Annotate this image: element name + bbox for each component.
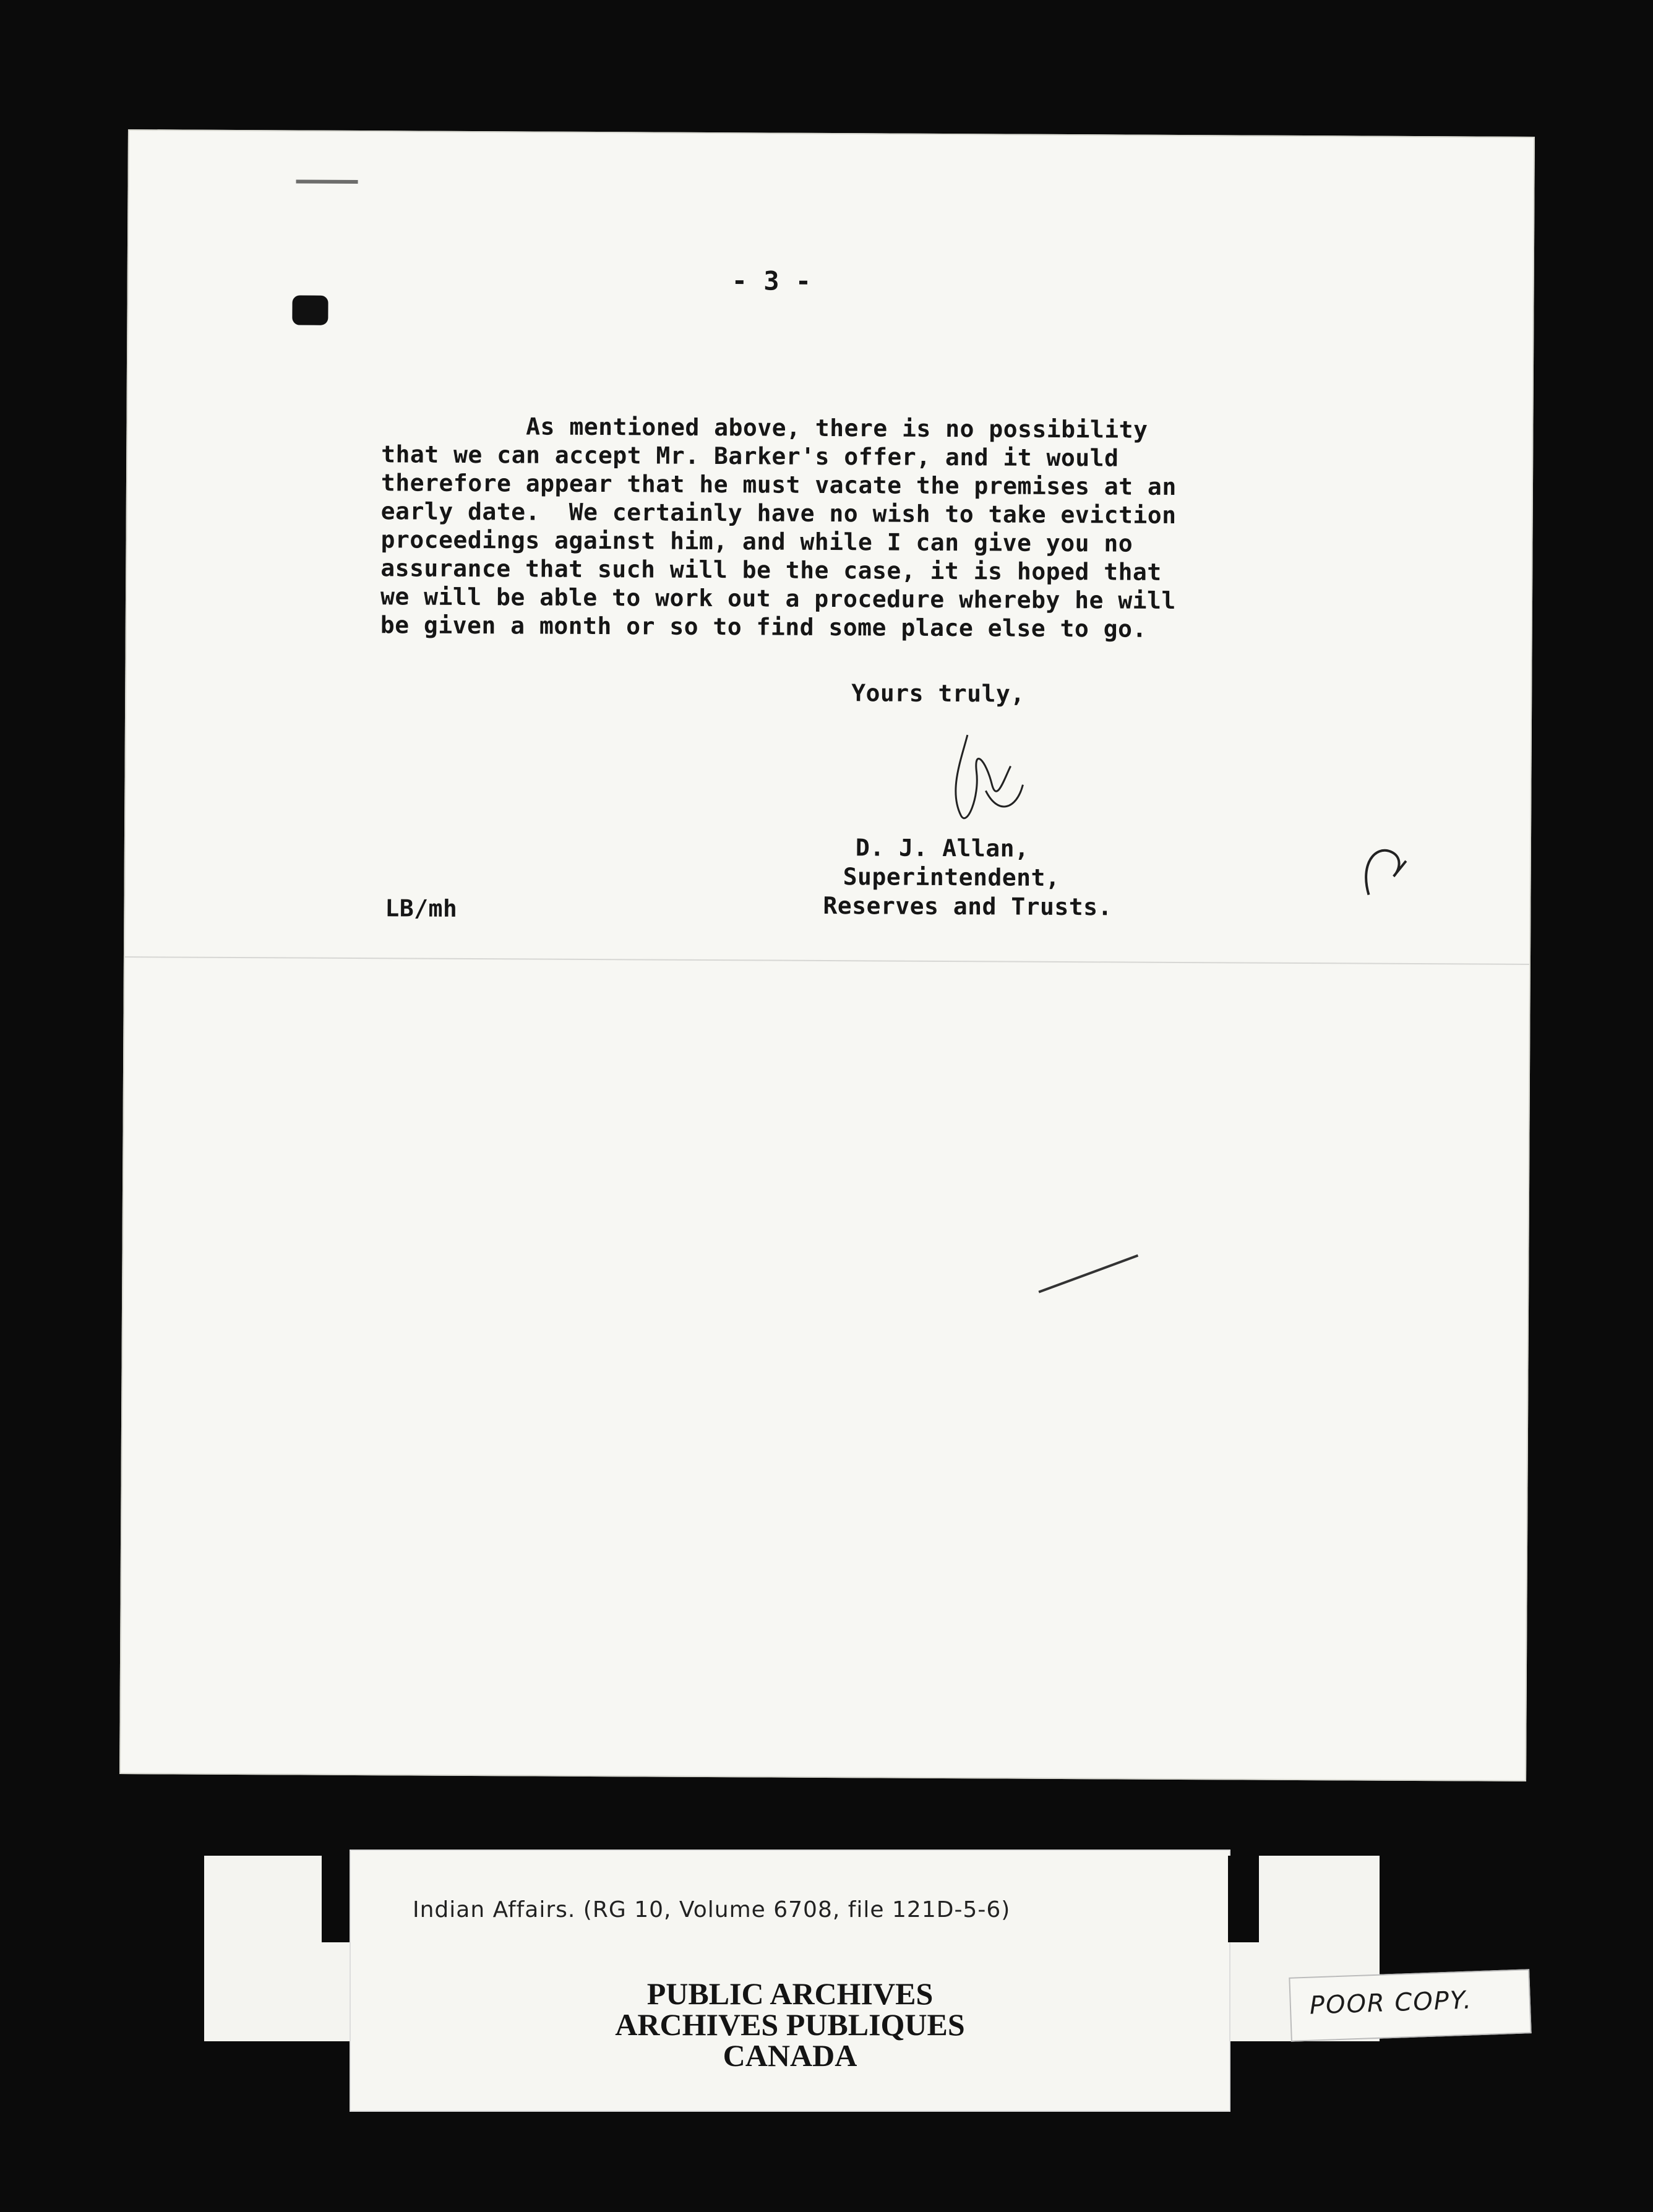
letter-page — [119, 129, 1535, 1781]
fold-line — [125, 956, 1529, 965]
body-line-7: we will be able to work out a procedure whereby he will — [380, 583, 1176, 614]
handwritten-signature — [924, 722, 1036, 834]
signer-title-1: Superintendent, — [843, 863, 1060, 891]
signer-title-2: Reserves and Trusts. — [823, 891, 1113, 921]
archive-label — [350, 1850, 1230, 2112]
pen-check-mark — [1356, 839, 1425, 907]
label-cutout-right — [1228, 1856, 1259, 1942]
body-line-6: assurance that such will be the case, it is hoped that — [380, 554, 1162, 586]
pen-scratch-mark — [1033, 1249, 1144, 1299]
hole-punch-mark — [292, 295, 328, 325]
body-line-3: therefore appear that he must vacate the premises at an — [380, 469, 1177, 500]
archive-title-fr: ARCHIVES PUBLIQUES — [615, 2007, 965, 2042]
page-corner-mark — [296, 179, 358, 184]
body-line-1: As mentioned above, there is no possibility — [381, 412, 1148, 444]
archive-title-en: PUBLIC ARCHIVES — [646, 1976, 934, 2011]
page-number: - 3 - — [731, 265, 812, 296]
signer-name: D. J. Allan, — [855, 834, 1029, 862]
archive-reference: Indian Affairs. (RG 10, Volume 6708, file 121D-5-6) — [413, 1897, 1011, 1923]
body-line-5: proceedings against him, and while I can give you no — [380, 526, 1133, 557]
closing: Yours truly, — [851, 679, 1025, 708]
typist-initials: LB/mh — [385, 894, 458, 922]
archive-country: CANADA — [723, 2038, 857, 2073]
body-line-8: be given a month or so to find some place else to go. — [380, 611, 1147, 643]
body-line-2: that we can accept Mr. Barker's offer, and it would — [381, 440, 1119, 472]
body-line-4: early date. We certainly have no wish to take eviction — [380, 497, 1177, 529]
poor-copy-stamp — [1289, 1969, 1531, 2042]
poor-copy-text: POOR COPY. — [1309, 1986, 1473, 2020]
label-cutout-left — [322, 1856, 350, 1942]
